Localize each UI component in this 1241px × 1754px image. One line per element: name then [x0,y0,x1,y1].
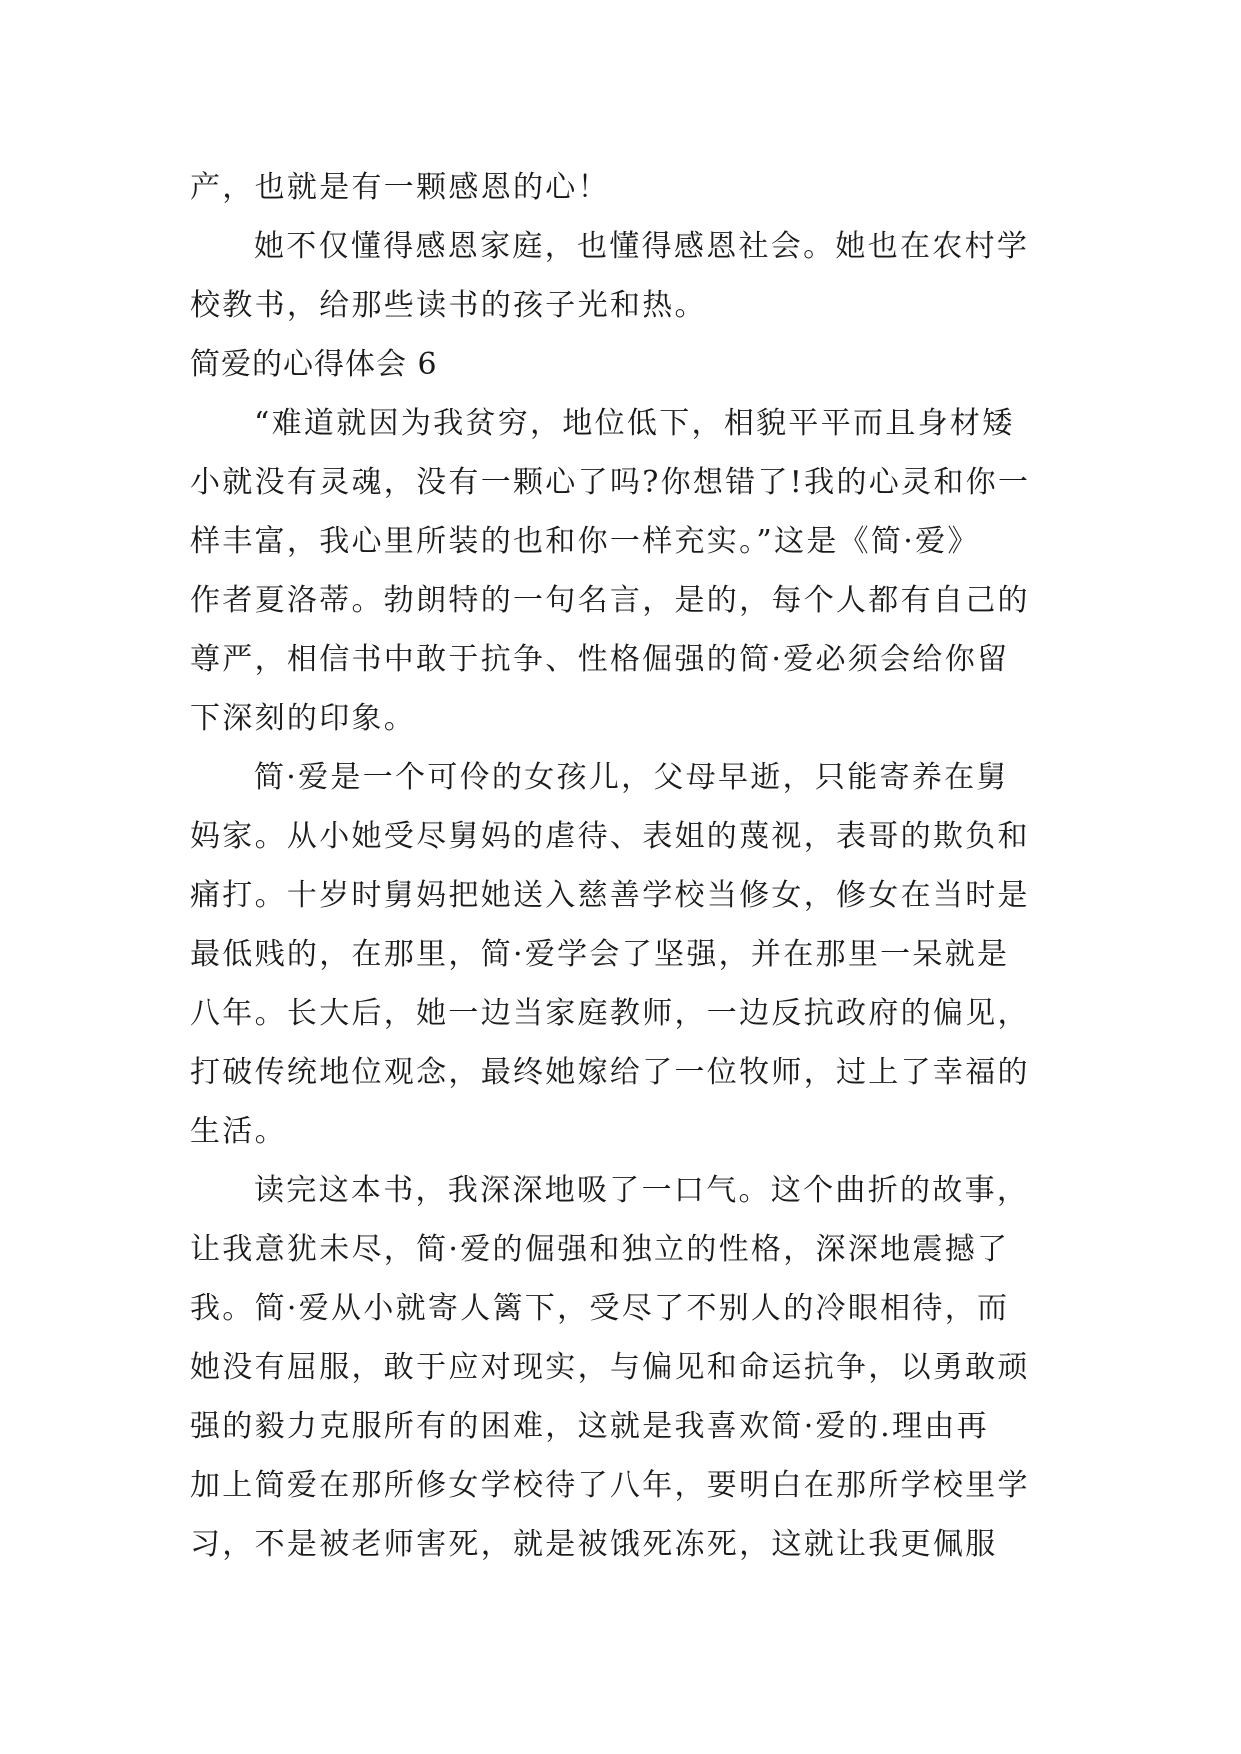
text-line: 尊严，相信书中敢于抗争、性格倔强的简·爱必须会给你留 [190,642,1010,677]
text-line: 痛打。十岁时舅妈把她送入慈善学校当修女，修女在当时是 [190,878,1030,913]
text-line: 习，不是被老师害死，就是被饿死冻死，这就让我更佩服 [190,1527,998,1562]
text-line: 她不仅懂得感恩家庭，也懂得感恩社会。她也在农村学 [254,229,1030,264]
text-line: 小就没有灵魂，没有一颗心了吗?你想错了!我的心灵和你一 [190,465,1031,500]
text-line: 简·爱是一个可伶的女孩儿，父母早逝，只能寄养在舅 [254,760,1009,795]
text-line: 她没有屈服，敢于应对现实，与偏见和命运抗争，以勇敢顽 [190,1350,1030,1385]
text-line: 我。简·爱从小就寄人篱下，受尽了不别人的冷眼相待，而 [190,1291,1010,1326]
text-line: 最低贱的，在那里，简·爱学会了坚强，并在那里一呆就是 [190,937,1010,972]
text-line: 妈家。从小她受尽舅妈的虐待、表姐的蔑视，表哥的欺负和 [190,819,1030,854]
text-line: 下深刻的印象。 [190,701,417,736]
text-line: 样丰富，我心里所装的也和你一样充实。”这是《简·爱》 [190,524,980,559]
document-body [190,158,1060,1574]
text-line: 让我意犹未尽，简·爱的倔强和独立的性格，深深地震撼了 [190,1232,1010,1267]
text-line: 打破传统地位观念，最终她嫁给了一位牧师，过上了幸福的 [190,1055,1030,1090]
text-line: 产，也就是有一颗感恩的心！ [190,170,610,205]
section-heading: 简爱的心得体会 6 [190,347,438,382]
text-line: 强的毅力克服所有的困难，这就是我喜欢简·爱的.理由再 [190,1409,989,1444]
text-line: 作者夏洛蒂。勃朗特的一句名言，是的，每个人都有自己的 [190,583,1030,618]
text-line: 生活。 [190,1114,287,1149]
text-line: 八年。长大后，她一边当家庭教师，一边反抗政府的偏见， [190,996,1030,1031]
text-line: 读完这本书，我深深地吸了一口气。这个曲折的故事， [254,1173,1030,1208]
text-line: “难道就因为我贫穷，地位低下，相貌平平而且身材矮 [254,406,1015,441]
text-line: 加上简爱在那所修女学校待了八年，要明白在那所学校里学 [190,1468,1030,1503]
text-line: 校教书，给那些读书的孩子光和热。 [190,288,707,323]
